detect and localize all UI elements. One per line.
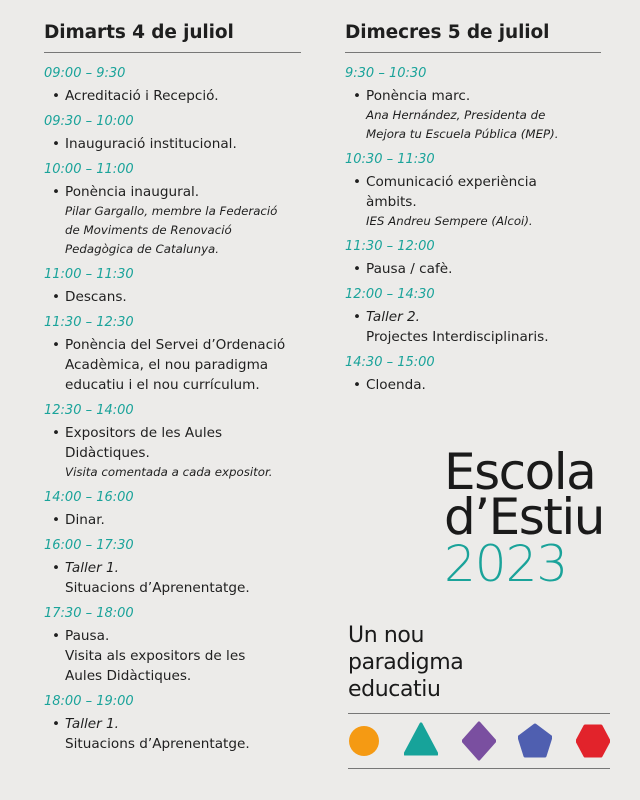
schedule-entry <box>44 626 301 686</box>
time-range: 11:30 – 12:00 <box>345 239 435 254</box>
bullet-icon: • <box>353 88 362 104</box>
entry-title: Taller 1. <box>65 560 120 576</box>
schedule-entry <box>44 335 301 395</box>
entry-note: IES Andreu Sempere (Alcoi). <box>366 214 533 228</box>
schedule-slot <box>44 113 301 154</box>
time-range: 09:00 – 9:30 <box>44 66 126 81</box>
entry-text: Projectes Interdisciplinaris. <box>366 329 549 345</box>
teal-triangle-icon <box>404 720 438 762</box>
schedule-entry <box>44 287 301 307</box>
entry-note: Mejora tu Escuela Pública (MEP). <box>366 127 559 141</box>
entry-text: Ponència marc. <box>366 88 471 104</box>
schedule-entry <box>345 86 601 144</box>
schedule-entry <box>44 510 301 530</box>
tagline-line: educatiu <box>348 677 441 702</box>
orange-circle-icon <box>348 720 382 762</box>
entry-text: Didàctiques. <box>65 445 150 461</box>
entry-text: Inauguració institucional. <box>65 136 237 152</box>
schedule-list <box>345 65 601 395</box>
divider <box>348 768 610 769</box>
day-title: Dimecres 5 de juliol <box>345 22 550 43</box>
tagline-line: paradigma <box>348 650 464 675</box>
day-column-tuesday <box>44 0 301 761</box>
time-range: 10:00 – 11:00 <box>44 162 134 177</box>
entry-title: Taller 1. <box>65 716 120 732</box>
bullet-icon: • <box>52 512 61 528</box>
bullet-icon: • <box>52 88 61 104</box>
bullet-icon: • <box>353 309 362 325</box>
schedule-slot <box>44 402 301 482</box>
schedule-slot <box>44 266 301 307</box>
schedule-slot <box>345 151 601 231</box>
time-range: 17:30 – 18:00 <box>44 606 134 621</box>
divider <box>348 713 610 714</box>
logo-line-2: d’Estiu <box>444 488 604 546</box>
schedule-slot <box>44 605 301 686</box>
schedule-entry <box>44 714 301 754</box>
logo-year: 2023 <box>444 535 568 593</box>
schedule-entry <box>44 182 301 259</box>
entry-note: de Moviments de Renovació <box>65 223 232 237</box>
time-range: 16:00 – 17:30 <box>44 538 134 553</box>
entry-text: Pausa / cafè. <box>366 261 453 277</box>
time-range: 09:30 – 10:00 <box>44 114 134 129</box>
entry-text: Ponència inaugural. <box>65 184 200 200</box>
schedule-entry <box>345 307 601 347</box>
entry-text: Ponència del Servei d’Ordenació <box>65 337 286 353</box>
entry-text: Comunicació experiència <box>366 174 537 190</box>
entry-text: Expositors de les Aules <box>65 425 223 441</box>
schedule-entry <box>44 86 301 106</box>
entry-text: educatiu i el nou currículum. <box>65 377 260 393</box>
bullet-icon: • <box>52 628 61 644</box>
bullet-icon: • <box>52 425 61 441</box>
entry-text: Acreditació i Recepció. <box>65 88 219 104</box>
time-range: 11:00 – 11:30 <box>44 267 134 282</box>
entry-text: Visita als expositors de les <box>65 648 246 664</box>
schedule-slot <box>44 65 301 106</box>
entry-note: Visita comentada a cada expositor. <box>65 465 273 479</box>
schedule-entry <box>345 375 601 395</box>
bullet-icon: • <box>353 261 362 277</box>
entry-note: Pedagògica de Catalunya. <box>65 242 220 256</box>
entry-text: Cloenda. <box>366 377 426 393</box>
time-range: 12:00 – 14:30 <box>345 287 435 302</box>
entry-note: Pilar Gargallo, membre la Federació <box>65 204 278 218</box>
bullet-icon: • <box>52 289 61 305</box>
tagline-line: Un nou <box>348 623 424 648</box>
entry-text: Situacions d’Aprenentatge. <box>65 736 250 752</box>
bullet-icon: • <box>52 337 61 353</box>
schedule-slot <box>345 65 601 144</box>
entry-text: àmbits. <box>366 194 417 210</box>
bullet-icon: • <box>52 184 61 200</box>
divider <box>345 52 601 53</box>
schedule-slot <box>44 693 301 754</box>
entry-text: Descans. <box>65 289 127 305</box>
time-range: 9:30 – 10:30 <box>345 66 427 81</box>
bullet-icon: • <box>52 716 61 732</box>
schedule-entry <box>345 172 601 231</box>
bullet-icon: • <box>52 560 61 576</box>
time-range: 14:00 – 16:00 <box>44 490 134 505</box>
schedule-slot <box>44 314 301 395</box>
schedule-slot <box>44 537 301 598</box>
time-range: 12:30 – 14:00 <box>44 403 134 418</box>
bullet-icon: • <box>353 174 362 190</box>
logo-line-1: Escola <box>444 443 596 501</box>
schedule-slot <box>44 489 301 530</box>
schedule-entry <box>345 259 601 279</box>
schedule-slot <box>44 161 301 259</box>
schedule-list <box>44 65 301 754</box>
entry-note: Ana Hernández, Presidenta de <box>366 108 546 122</box>
shape-row <box>348 720 610 764</box>
entry-title: Taller 2. <box>366 309 421 325</box>
divider <box>44 52 301 53</box>
tagline <box>348 622 598 703</box>
time-range: 11:30 – 12:30 <box>44 315 134 330</box>
time-range: 18:00 – 19:00 <box>44 694 134 709</box>
day-title: Dimarts 4 de juliol <box>44 22 234 43</box>
entry-text: Dinar. <box>65 512 105 528</box>
bullet-icon: • <box>353 377 362 393</box>
day-column-wednesday <box>345 0 601 402</box>
time-range: 14:30 – 15:00 <box>345 355 435 370</box>
entry-text: Aules Didàctiques. <box>65 668 192 684</box>
blue-pentagon-icon <box>518 720 552 762</box>
schedule-entry <box>44 134 301 154</box>
schedule-slot <box>345 238 601 279</box>
schedule-entry <box>44 558 301 598</box>
time-range: 10:30 – 11:30 <box>345 152 435 167</box>
schedule-slot <box>345 286 601 347</box>
entry-text: Pausa. <box>65 628 110 644</box>
entry-text: Acadèmica, el nou paradigma <box>65 357 269 373</box>
bullet-icon: • <box>52 136 61 152</box>
entry-text: Situacions d’Aprenentatge. <box>65 580 250 596</box>
red-hexagon-icon <box>576 720 610 762</box>
schedule-slot <box>345 354 601 395</box>
schedule-entry <box>44 423 301 482</box>
purple-diamond-icon <box>462 720 496 762</box>
event-logo <box>444 443 624 593</box>
